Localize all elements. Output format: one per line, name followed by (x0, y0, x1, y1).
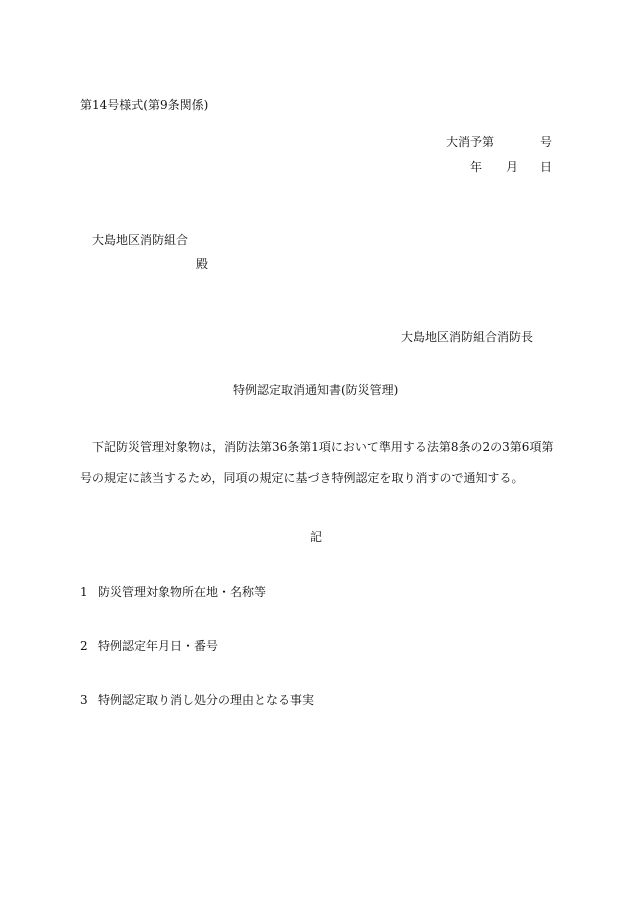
date-month: 月 (506, 160, 519, 174)
item-label: 特例認定取り消し処分の理由となる事実 (98, 693, 315, 707)
item-number: 2 (80, 639, 88, 653)
item-label: 防災管理対象物所在地・名称等 (98, 585, 267, 599)
form-number: 第14号様式(第9条関係) (80, 98, 209, 112)
document-title: 特例認定取消通知書(防災管理) (233, 383, 399, 397)
item-number: 1 (80, 585, 88, 599)
issuer-name: 大島地区消防組合消防長 (401, 330, 534, 344)
reference-suffix: 号 (539, 135, 552, 149)
date-day: 日 (539, 160, 552, 174)
item-label: 特例認定年月日・番号 (98, 639, 219, 653)
item-number: 3 (80, 693, 88, 707)
date-year: 年 (470, 160, 483, 174)
addressee-organization: 大島地区消防組合 (92, 233, 189, 247)
reference-prefix: 大消予第 (446, 135, 495, 149)
ki-heading: 記 (310, 530, 323, 544)
body-line-1: 下記防災管理対象物は，消防法第36条第1項において準用する法第8条の2の3第6項第 (92, 440, 554, 454)
addressee-honorific: 殿 (196, 257, 209, 271)
body-line-2: 号の規定に該当するため，同項の規定に基づき特例認定を取り消すので通知する。 (80, 471, 524, 485)
